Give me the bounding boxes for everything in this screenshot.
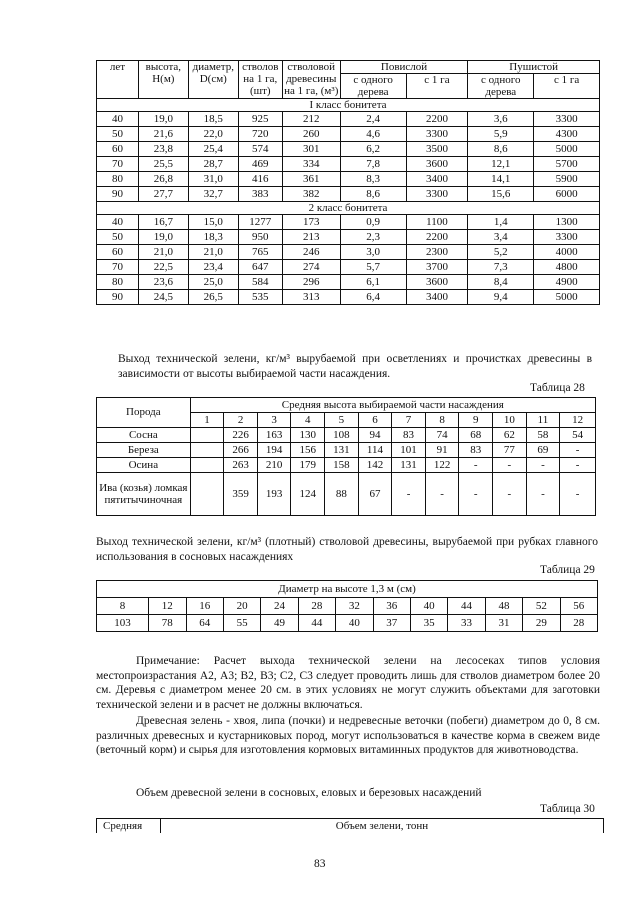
table-cell: 27,7	[138, 187, 188, 202]
table-30	[96, 818, 604, 833]
table-cell: 2200	[406, 112, 468, 127]
table-cell: 25,4	[188, 142, 238, 157]
table-cell: -	[526, 458, 560, 473]
value-cell: 55	[223, 615, 260, 632]
table-29	[96, 580, 598, 632]
table-cell: 4300	[534, 127, 600, 142]
table-cell: 16,7	[138, 215, 188, 230]
table-cell: 1277	[238, 215, 282, 230]
diameter-cell: 8	[97, 598, 149, 615]
table-cell: 60	[97, 245, 139, 260]
table-cell	[190, 428, 224, 443]
diameter-cell: 40	[410, 598, 447, 615]
table-cell: 108	[325, 428, 359, 443]
table-cell: 40	[97, 215, 139, 230]
table-cell: 60	[97, 142, 139, 157]
note-text: Примечание: Расчет выхода технической зелени на лесосеках типов условия местопроизрастания А2, А3; В2, В3; С2, С3 следует проводить лишь для стволов диаметром более 20 см. Деревья с диаметром менее 20 см. в этих условиях не могут служить объектами для заготовки технической зелени и в расчет не должны включаться.	[96, 655, 600, 712]
table-cell: 313	[282, 290, 340, 305]
table-cell: 23,4	[188, 260, 238, 275]
diameter-cell: 48	[485, 598, 522, 615]
table-cell: 23,8	[138, 142, 188, 157]
table-cell: 765	[238, 245, 282, 260]
table-row	[97, 157, 600, 172]
table-cell: 19,0	[138, 230, 188, 245]
species-cell: Ива (козья) ломкая пятитычиночная	[97, 473, 191, 516]
table-cell: 90	[97, 187, 139, 202]
table-27-header-row	[97, 61, 600, 74]
table-cell: 131	[392, 458, 426, 473]
table-cell: 4000	[534, 245, 600, 260]
value-cell: 31	[485, 615, 522, 632]
table-cell: 8,6	[468, 142, 534, 157]
table-cell: 3300	[406, 187, 468, 202]
table-cell: 179	[291, 458, 325, 473]
table-cell: 67	[358, 473, 392, 516]
table-cell: -	[459, 458, 493, 473]
table-cell: 3300	[406, 127, 468, 142]
table-cell: 6,2	[340, 142, 406, 157]
table-30-header-row	[97, 819, 604, 834]
table-cell: 5,2	[468, 245, 534, 260]
value-cell: 28	[560, 615, 597, 632]
table-cell: 213	[282, 230, 340, 245]
table-cell	[190, 473, 224, 516]
table-cell: 584	[238, 275, 282, 290]
diameter-cell: 16	[186, 598, 223, 615]
table-cell: -	[493, 473, 527, 516]
class-2-row	[97, 202, 600, 215]
header-povislaya: Повислой	[340, 61, 468, 74]
table-cell: 3500	[406, 142, 468, 157]
table-cell: 77	[493, 443, 527, 458]
header-pushistaya: Пушистой	[468, 61, 600, 74]
table-cell: 210	[257, 458, 291, 473]
height-header-cell: 1	[190, 413, 224, 428]
table-cell: 416	[238, 172, 282, 187]
table-cell: 263	[224, 458, 258, 473]
caption-29: Выход технической зелени, кг/м³ (плотный) стволовой древесины, вырубаемой при рубках главного использования в сосновых насаждениях	[96, 536, 598, 563]
diameter-cell: 36	[373, 598, 410, 615]
table-cell: 382	[282, 187, 340, 202]
table-row	[97, 187, 600, 202]
table-cell: 194	[257, 443, 291, 458]
table-cell: 5700	[534, 157, 600, 172]
table-row	[97, 230, 600, 245]
table-28	[96, 397, 596, 516]
table-cell: 19,0	[138, 112, 188, 127]
header-height-group: Средняя высота выбираемой части насаждения	[190, 398, 595, 413]
height-header-cell: 10	[493, 413, 527, 428]
value-cell: 29	[523, 615, 560, 632]
table-cell: 58	[526, 428, 560, 443]
value-cell: 37	[373, 615, 410, 632]
species-cell: Осина	[97, 458, 191, 473]
height-header-cell: 6	[358, 413, 392, 428]
table-cell: 70	[97, 260, 139, 275]
table-cell: 88	[325, 473, 359, 516]
table-cell: 31,0	[188, 172, 238, 187]
table-cell: 1300	[534, 215, 600, 230]
table-cell: 3300	[534, 112, 600, 127]
table-cell: -	[526, 473, 560, 516]
value-cell: 35	[410, 615, 447, 632]
class-1-label: I класс бонитета	[97, 99, 600, 112]
table-cell: 26,5	[188, 290, 238, 305]
table-cell: 114	[358, 443, 392, 458]
table-cell: 574	[238, 142, 282, 157]
table-cell: 383	[238, 187, 282, 202]
table-row	[97, 458, 596, 473]
table-cell: -	[459, 473, 493, 516]
body-paragraph: Древесная зелень - хвоя, липа (почки) и недревесные веточки (побеги) диаметром до 0, 8 см. различных древесных и кустарниковых пород, могут использоваться в качестве корма в свежем виде (веточный корм) и сырья для изготовления кормовых витаминных продуктов для животноводства.	[96, 715, 600, 757]
table-cell: 22,0	[188, 127, 238, 142]
table-cell: 32,7	[188, 187, 238, 202]
header-age: лет	[97, 61, 139, 99]
height-header-cell: 5	[325, 413, 359, 428]
table-cell: 3600	[406, 275, 468, 290]
table-30-label: Таблица 30	[540, 803, 595, 815]
header-stemwood: стволовой древесины на 1 га, (м³)	[284, 61, 339, 98]
value-cell: 103	[97, 615, 149, 632]
table-cell: 54	[560, 428, 596, 443]
table-cell: 80	[97, 172, 139, 187]
header-diameter-at-13m: Диаметр на высоте 1,3 м (см)	[97, 581, 598, 598]
height-header-cell: 4	[291, 413, 325, 428]
value-cell: 64	[186, 615, 223, 632]
table-row	[97, 290, 600, 305]
table-row	[97, 172, 600, 187]
table-28-header-row	[97, 398, 596, 413]
table-cell: 130	[291, 428, 325, 443]
table-cell: 15,6	[468, 187, 534, 202]
table-cell: -	[560, 473, 596, 516]
table-cell: 90	[97, 290, 139, 305]
table-cell: 142	[358, 458, 392, 473]
value-cell: 33	[448, 615, 485, 632]
table-cell: 266	[224, 443, 258, 458]
table-row	[97, 127, 600, 142]
table-cell: 8,4	[468, 275, 534, 290]
table-row	[97, 142, 600, 157]
table-cell: 131	[325, 443, 359, 458]
class-1-row	[97, 99, 600, 112]
table-cell: 193	[257, 473, 291, 516]
table-cell: 62	[493, 428, 527, 443]
table-cell: 0,9	[340, 215, 406, 230]
height-header-cell: 3	[257, 413, 291, 428]
table-cell: 21,6	[138, 127, 188, 142]
table-cell	[190, 443, 224, 458]
diameter-cell: 56	[560, 598, 597, 615]
table-row	[97, 215, 600, 230]
table-row	[97, 443, 596, 458]
table-cell: 720	[238, 127, 282, 142]
table-cell: 70	[97, 157, 139, 172]
table-cell: 4800	[534, 260, 600, 275]
height-header-cell: 9	[459, 413, 493, 428]
caption-28: Выход технической зелени, кг/м³ вырубаемой при осветлениях и прочистках древесины в зависимости от высоты выбираемой части насаждения.	[118, 353, 592, 380]
table-cell: -	[560, 458, 596, 473]
table-cell: 91	[425, 443, 459, 458]
table-cell: 7,3	[468, 260, 534, 275]
table-cell: 8,3	[340, 172, 406, 187]
table-cell: 2300	[406, 245, 468, 260]
table-cell: 6000	[534, 187, 600, 202]
table-cell: 535	[238, 290, 282, 305]
height-header-cell: 11	[526, 413, 560, 428]
diameter-cell: 20	[223, 598, 260, 615]
table-cell: 5000	[534, 142, 600, 157]
table-cell: 3400	[406, 290, 468, 305]
table-cell: -	[392, 473, 426, 516]
table-cell: 156	[291, 443, 325, 458]
header-species: Порода	[97, 398, 191, 428]
diameter-cell: 52	[523, 598, 560, 615]
header-per-ha: с 1 га	[406, 74, 468, 99]
table-cell: 2,4	[340, 112, 406, 127]
class-1-rows	[97, 112, 600, 202]
table-cell: 68	[459, 428, 493, 443]
value-cell: 78	[149, 615, 186, 632]
table-cell: 22,5	[138, 260, 188, 275]
table-cell: 6,1	[340, 275, 406, 290]
height-header-cell: 12	[560, 413, 596, 428]
table-cell: 83	[392, 428, 426, 443]
table-cell: 226	[224, 428, 258, 443]
table-cell: 23,6	[138, 275, 188, 290]
diameter-cell: 32	[336, 598, 373, 615]
header-stems: стволов на 1 га, (шт)	[238, 61, 282, 99]
table-cell: -	[560, 443, 596, 458]
table-cell: 40	[97, 112, 139, 127]
diameter-cell: 44	[448, 598, 485, 615]
table-28-body	[97, 428, 596, 516]
height-header-cell: 7	[392, 413, 426, 428]
table-cell: 274	[282, 260, 340, 275]
table-cell: 15,0	[188, 215, 238, 230]
table-cell: 3300	[534, 230, 600, 245]
table-cell: 18,5	[188, 112, 238, 127]
table-29-header-row	[97, 581, 598, 598]
table-cell: 94	[358, 428, 392, 443]
table-cell: 5900	[534, 172, 600, 187]
table-cell: 3,6	[468, 112, 534, 127]
table-cell: 101	[392, 443, 426, 458]
table-cell: 21,0	[188, 245, 238, 260]
table-cell: 124	[291, 473, 325, 516]
table-cell: 122	[425, 458, 459, 473]
table-cell: 2200	[406, 230, 468, 245]
table-row	[97, 473, 596, 516]
table-cell: 2,3	[340, 230, 406, 245]
table-cell: 296	[282, 275, 340, 290]
table-cell: 6,4	[340, 290, 406, 305]
header-per-tree: с одного дерева	[340, 74, 406, 99]
table-cell: 7,8	[340, 157, 406, 172]
table-29-values-row	[97, 615, 598, 632]
value-cell: 40	[336, 615, 373, 632]
table-cell: 647	[238, 260, 282, 275]
table-cell: 158	[325, 458, 359, 473]
table-row	[97, 112, 600, 127]
table-cell: 212	[282, 112, 340, 127]
table-cell: 80	[97, 275, 139, 290]
table-cell	[190, 458, 224, 473]
table-cell: 74	[425, 428, 459, 443]
table-row	[97, 260, 600, 275]
table-cell: 359	[224, 473, 258, 516]
height-header-cell: 2	[224, 413, 258, 428]
species-cell: Сосна	[97, 428, 191, 443]
diameter-cell: 12	[149, 598, 186, 615]
table-cell: 246	[282, 245, 340, 260]
table-cell: 925	[238, 112, 282, 127]
value-cell: 49	[261, 615, 298, 632]
header-per-tree: с одного дерева	[468, 74, 534, 99]
table-cell: 1,4	[468, 215, 534, 230]
header-diameter: диаметр, D(см)	[188, 61, 238, 99]
table-cell: 9,4	[468, 290, 534, 305]
table-cell: -	[493, 458, 527, 473]
table-cell: 3700	[406, 260, 468, 275]
table-cell: 3400	[406, 172, 468, 187]
header-per-ha: с 1 га	[534, 74, 600, 99]
table-cell: 50	[97, 127, 139, 142]
table-28-label: Таблица 28	[530, 382, 585, 394]
table-cell: 173	[282, 215, 340, 230]
table-cell: -	[425, 473, 459, 516]
table-cell: 3,0	[340, 245, 406, 260]
table-cell: 83	[459, 443, 493, 458]
table-cell: 163	[257, 428, 291, 443]
table-cell: 5,9	[468, 127, 534, 142]
diameter-cell: 24	[261, 598, 298, 615]
table-cell: 3600	[406, 157, 468, 172]
table-cell: 25,5	[138, 157, 188, 172]
table-cell: 25,0	[188, 275, 238, 290]
table-cell: 28,7	[188, 157, 238, 172]
class-2-label: 2 класс бонитета	[97, 202, 600, 215]
table-cell: 260	[282, 127, 340, 142]
table-cell: 26,8	[138, 172, 188, 187]
table-cell: 21,0	[138, 245, 188, 260]
species-cell: Береза	[97, 443, 191, 458]
table-cell: 5,7	[340, 260, 406, 275]
table-cell: 5000	[534, 290, 600, 305]
table-27	[96, 60, 600, 305]
diameter-cell: 28	[298, 598, 335, 615]
table-cell: 1100	[406, 215, 468, 230]
table-cell: 24,5	[138, 290, 188, 305]
table-cell: 4,6	[340, 127, 406, 142]
header-height: высота, Н(м)	[138, 61, 188, 99]
table-cell: 69	[526, 443, 560, 458]
table-cell: 12,1	[468, 157, 534, 172]
page-number: 83	[314, 858, 326, 870]
table-29-label: Таблица 29	[540, 564, 595, 576]
table-cell: 14,1	[468, 172, 534, 187]
table-cell: 301	[282, 142, 340, 157]
table-row	[97, 245, 600, 260]
table-cell: 3,4	[468, 230, 534, 245]
table-cell: 469	[238, 157, 282, 172]
table-row	[97, 428, 596, 443]
class-2-rows	[97, 215, 600, 305]
table-cell: 18,3	[188, 230, 238, 245]
table-29-diameter-row	[97, 598, 598, 615]
table-cell: 334	[282, 157, 340, 172]
value-cell: 44	[298, 615, 335, 632]
table-cell: 950	[238, 230, 282, 245]
table-cell: 361	[282, 172, 340, 187]
table-cell: 50	[97, 230, 139, 245]
table-cell: 8,6	[340, 187, 406, 202]
caption-30: Объем древесной зелени в сосновых, еловых и березовых насаждений	[136, 787, 482, 799]
table-cell: 4900	[534, 275, 600, 290]
table-row	[97, 275, 600, 290]
header-average: Средняя	[97, 819, 161, 834]
height-header-cell: 8	[425, 413, 459, 428]
header-green-volume: Объем зелени, тонн	[160, 819, 603, 834]
